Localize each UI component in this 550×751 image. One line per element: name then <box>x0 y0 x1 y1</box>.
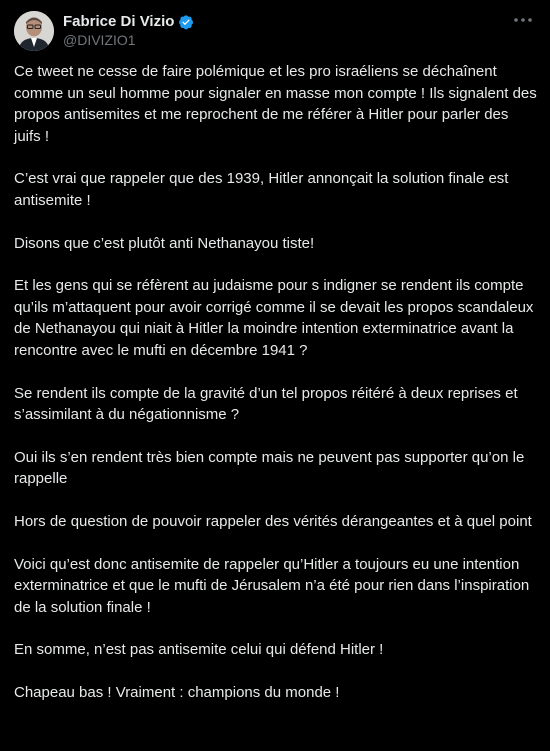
tweet-paragraph: Hors de question de pouvoir rappeler des vérités dérangeantes et à quel point <box>14 512 532 530</box>
author-name-row <box>63 13 194 30</box>
tweet-header <box>14 11 538 51</box>
author-handle[interactable]: @DIVIZIO1 <box>63 32 136 48</box>
verified-badge-icon <box>178 14 194 30</box>
tweet-paragraph: Se rendent ils compte de la gravité d’un tel propos réitéré à deux reprises et s’assimilant à du négationnisme ? <box>14 384 518 424</box>
tweet-paragraph: Disons que c’est plutôt anti Nethanayou tiste! <box>14 234 315 252</box>
tweet-paragraph: Chapeau bas ! Vraiment : champions du monde ! <box>14 683 340 701</box>
avatar-image <box>14 11 54 51</box>
author-display-name[interactable]: Fabrice Di Vizio <box>63 13 175 30</box>
ellipsis-icon[interactable] <box>512 13 534 31</box>
tweet-paragraph: Et les gens qui se réfèrent au judaisme pour s indigner se rendent ils compte qu’ils m’attaquent pour avoir corrigé comme il se devait les propos scandaleux de Nethanayou qui niait à Hitler la moindre intention exterminatrice avant la rencontre avec le mufti en décembre 1941 ? <box>14 277 534 359</box>
tweet-text <box>14 61 538 724</box>
avatar[interactable] <box>14 11 54 51</box>
tweet-paragraph: En somme, n’est pas antisemite celui qui défend Hitler ! <box>14 641 384 659</box>
tweet-paragraph: Oui ils s’en rendent très bien compte mais ne peuvent pas supporter qu’on le rappelle <box>14 448 525 488</box>
tweet-paragraph: C’est vrai que rappeler que des 1939, Hitler annonçait la solution finale est antisemite ! <box>14 170 509 209</box>
tweet-paragraph: Ce tweet ne cesse de faire polémique et les pro israéliens se déchaînent comme un seul homme pour signaler en masse mon compte ! Ils signalent des propos antisemites et me reprochent de me référer à Hitler pour parler des juifs ! <box>14 63 537 145</box>
tweet-paragraph: Voici qu’est donc antisemite de rappeler qu’Hitler a toujours eu une intention exterminatrice et que le mufti de Jérusalem n’a été pour rien dans l’inspiration de la solution finale ! <box>14 555 530 616</box>
